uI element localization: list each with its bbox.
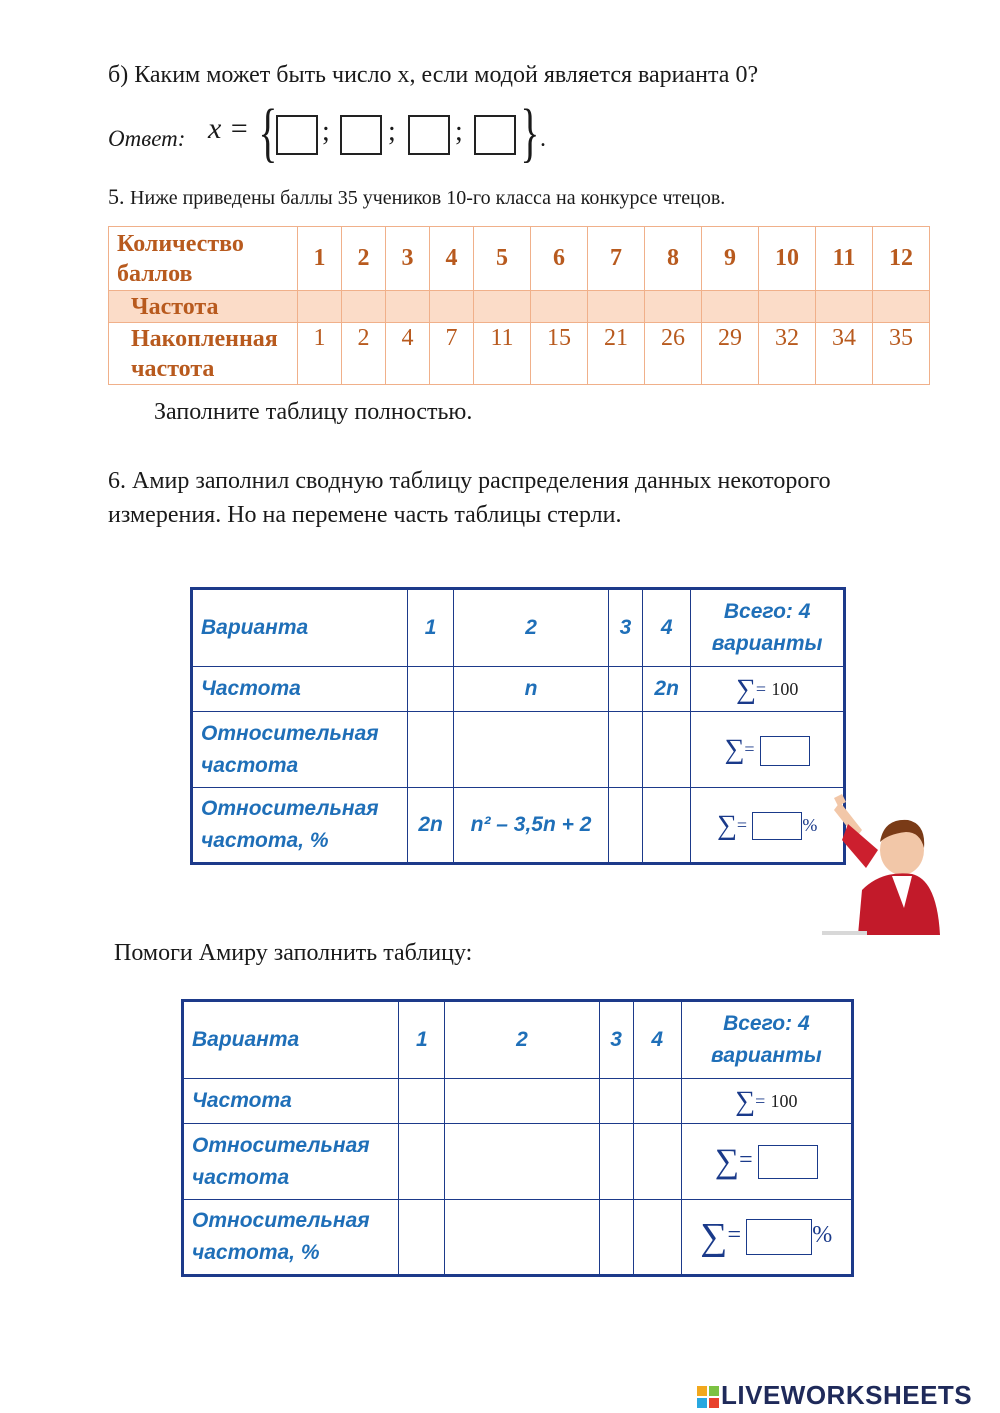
score-cell: 10 — [759, 227, 816, 291]
row-label-cumulative-text: Накопленная частота — [131, 325, 278, 382]
empty-cell — [643, 788, 691, 864]
empty-cell — [407, 712, 453, 788]
row-label-scores: Количество баллов — [109, 227, 298, 291]
sum-answer-box[interactable] — [752, 812, 802, 840]
variant-cell: 3 — [608, 589, 642, 667]
answer-box-2[interactable] — [340, 115, 382, 155]
relative-input-cell[interactable] — [399, 1124, 445, 1200]
sum-expression — [724, 734, 809, 766]
help-text: Помоги Амиру заполнить таблицу: — [114, 940, 473, 966]
percent-input-cell[interactable] — [445, 1200, 599, 1276]
variant-cell: 2 — [445, 1001, 599, 1079]
relative-input-cell[interactable] — [445, 1124, 599, 1200]
frequency-input-cell[interactable] — [399, 1079, 445, 1124]
total-header: Всего: 4 варианты — [681, 1001, 852, 1079]
sigma-icon: ∑ — [716, 810, 737, 842]
cumulative-cell: 34 — [816, 323, 873, 385]
right-brace: } — [520, 96, 540, 169]
percent-sign: % — [812, 1221, 833, 1248]
semicolon: ; — [388, 116, 396, 147]
score-cell: 4 — [430, 227, 474, 291]
cumulative-row — [109, 323, 930, 385]
percent-input-cell[interactable] — [599, 1200, 633, 1276]
sigma-icon: ∑ — [714, 1143, 740, 1181]
frequency-input-cell[interactable] — [759, 291, 816, 323]
semicolon: ; — [455, 116, 463, 147]
scores-row — [109, 227, 930, 291]
score-cell: 11 — [816, 227, 873, 291]
frequency-input-cell[interactable] — [531, 291, 588, 323]
empty-cell — [608, 788, 642, 864]
relative-input-cell[interactable] — [633, 1124, 681, 1200]
sum-percent — [681, 1200, 852, 1276]
percent-sign: % — [802, 814, 818, 835]
row-label-relative-frequency: Относительная частота — [192, 712, 408, 788]
frequency-v4: 2n — [643, 667, 691, 712]
sum-value: 100 — [771, 678, 799, 699]
score-cell: 6 — [531, 227, 588, 291]
question-5-text: Ниже приведены баллы 35 учеников 10-го класса на конкурсе чтецов. — [130, 187, 726, 209]
cumulative-cell: 21 — [588, 323, 645, 385]
empty-cell — [454, 712, 609, 788]
sigma-icon: ∑ — [735, 674, 756, 706]
cumulative-cell: 11 — [474, 323, 531, 385]
variant-cell: 1 — [399, 1001, 445, 1079]
frequency-input-cell[interactable] — [430, 291, 474, 323]
left-brace: { — [258, 96, 278, 169]
frequency-input-cell[interactable] — [645, 291, 702, 323]
cumulative-cell: 1 — [298, 323, 342, 385]
row-label-frequency: Частота — [183, 1079, 399, 1124]
row-label-frequency: Частота — [192, 667, 408, 712]
question-4b-text: б) Каким может быть число x, если модой является варианта 0? — [108, 62, 759, 88]
variant-cell: 4 — [633, 1001, 681, 1079]
percent-input-cell[interactable] — [633, 1200, 681, 1276]
sigma-icon: ∑ — [724, 734, 745, 766]
frequency-row — [109, 291, 930, 323]
empty-cell — [608, 667, 642, 712]
row-label-cumulative — [109, 323, 298, 385]
cumulative-cell: 29 — [702, 323, 759, 385]
question-5-number: 5. — [108, 184, 125, 209]
score-cell: 3 — [386, 227, 430, 291]
frequency-input-cell[interactable] — [386, 291, 430, 323]
frequency-input-cell[interactable] — [816, 291, 873, 323]
sum-answer-box[interactable] — [746, 1219, 812, 1255]
cumulative-cell: 35 — [873, 323, 930, 385]
frequency-input-cell[interactable] — [702, 291, 759, 323]
row-label-relative-percent: Относительная частота, % — [192, 788, 408, 864]
equals-sign: = — [739, 1146, 753, 1173]
board-shadow — [822, 931, 867, 935]
row-label-variant: Варианта — [183, 1001, 399, 1079]
equals-sign: = — [755, 1090, 766, 1111]
answer-label: Ответ: — [108, 126, 186, 151]
question-6-line-2: измерения. Но на перемене часть таблицы стерли. — [108, 502, 622, 528]
score-cell: 2 — [342, 227, 386, 291]
relative-input-cell[interactable] — [599, 1124, 633, 1200]
frequency-input-cell[interactable] — [599, 1079, 633, 1124]
equals-sign: = — [744, 739, 755, 760]
answer-box-4[interactable] — [474, 115, 516, 155]
variant-cell: 2 — [454, 589, 609, 667]
sum-expression — [714, 1143, 818, 1181]
summary-table-original — [190, 587, 846, 865]
logo-icon — [697, 1386, 719, 1408]
variant-cell: 3 — [599, 1001, 633, 1079]
sigma-icon: ∑ — [700, 1216, 728, 1259]
cumulative-cell: 26 — [645, 323, 702, 385]
sum-relative — [691, 712, 845, 788]
row-label-relative-percent: Относительная частота, % — [183, 1200, 399, 1276]
sum-value: 100 — [770, 1090, 798, 1111]
row-label-frequency: Частота — [109, 291, 298, 323]
score-cell: 7 — [588, 227, 645, 291]
frequency-input-cell[interactable] — [633, 1079, 681, 1124]
sum-frequency — [691, 667, 845, 712]
score-cell: 8 — [645, 227, 702, 291]
frequency-input-cell[interactable] — [588, 291, 645, 323]
frequency-v2: n — [454, 667, 609, 712]
equals-sign: = — [736, 814, 748, 835]
sigma-icon: ∑ — [735, 1086, 756, 1118]
question-6-line-1: 6. Амир заполнил сводную таблицу распределения данных некоторого — [108, 468, 831, 494]
sum-expression — [735, 1086, 798, 1118]
answer-box-1[interactable] — [276, 115, 318, 155]
score-cell: 1 — [298, 227, 342, 291]
score-cell: 5 — [474, 227, 531, 291]
sum-expression — [700, 1216, 833, 1259]
cumulative-cell: 32 — [759, 323, 816, 385]
rel-percent-v2: n² – 3,5n + 2 — [454, 788, 609, 864]
sum-answer-box[interactable] — [760, 736, 810, 766]
percent-input-cell[interactable] — [399, 1200, 445, 1276]
cumulative-cell: 15 — [531, 323, 588, 385]
question-5-intro — [108, 184, 725, 210]
cumulative-cell: 2 — [342, 323, 386, 385]
x-equals: x = — [208, 112, 250, 145]
semicolon: ; — [322, 116, 330, 147]
sum-relative — [681, 1124, 852, 1200]
row-label-relative-frequency: Относительная частота — [183, 1124, 399, 1200]
sum-answer-box[interactable] — [758, 1145, 818, 1179]
sum-frequency — [681, 1079, 852, 1124]
question-5-instruction: Заполните таблицу полностью. — [154, 399, 473, 425]
frequency-input-cell[interactable] — [873, 291, 930, 323]
rel-percent-v1: 2n — [407, 788, 453, 864]
cumulative-cell: 4 — [386, 323, 430, 385]
score-cell: 12 — [873, 227, 930, 291]
row-label-variant: Варианта — [192, 589, 408, 667]
sum-expression — [735, 674, 799, 706]
score-cell: 9 — [702, 227, 759, 291]
frequency-input-cell[interactable] — [474, 291, 531, 323]
frequency-input-cell[interactable] — [298, 291, 342, 323]
liveworksheets-logo — [697, 1380, 972, 1411]
cumulative-cell: 7 — [430, 323, 474, 385]
period: . — [540, 126, 546, 152]
total-header: Всего: 4 варианты — [691, 589, 845, 667]
empty-cell — [608, 712, 642, 788]
teacher-illustration — [822, 790, 942, 935]
empty-cell — [407, 667, 453, 712]
sum-expression — [716, 810, 818, 842]
frequency-input-cell[interactable] — [342, 291, 386, 323]
variant-cell: 1 — [407, 589, 453, 667]
answer-box-3[interactable] — [408, 115, 450, 155]
frequency-input-cell[interactable] — [445, 1079, 599, 1124]
empty-cell — [643, 712, 691, 788]
variant-cell: 4 — [643, 589, 691, 667]
equals-sign: = — [755, 678, 767, 699]
summary-table-answer — [181, 999, 854, 1277]
logo-text: LIVEWORKSHEETS — [721, 1380, 973, 1410]
scores-table — [108, 226, 930, 385]
equals-sign: = — [727, 1221, 742, 1248]
